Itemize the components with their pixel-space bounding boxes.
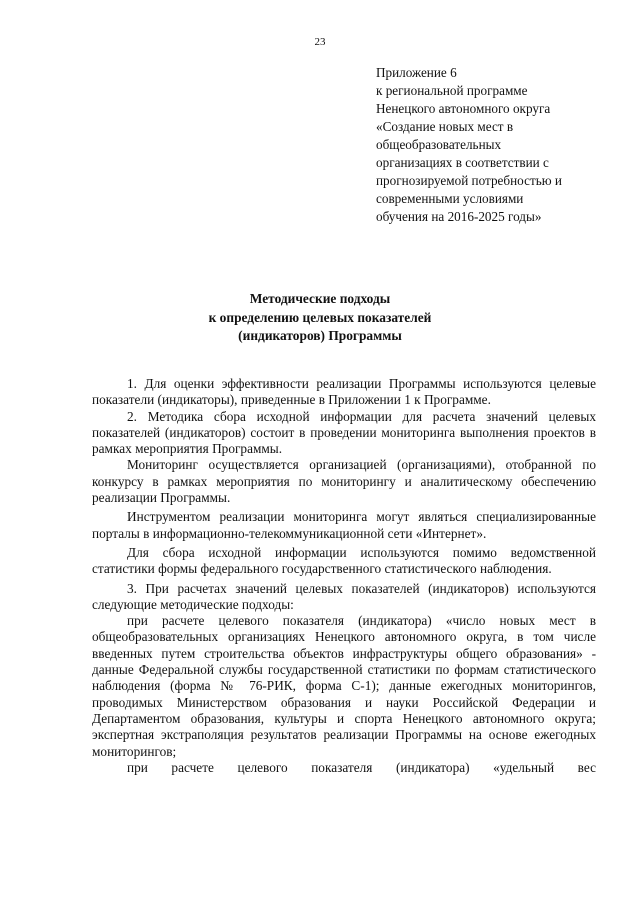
appendix-line: прогнозируемой потребностью и <box>376 173 562 188</box>
appendix-line: к региональной программе <box>376 83 528 98</box>
appendix-line: «Создание новых мест в <box>376 119 514 134</box>
appendix-line: организациях в соответствии с <box>376 155 549 170</box>
body-paragraph: при расчете целевого показателя (индикатора) «число новых мест в общеобразовательных организациях Ненецкого автономного округа, в том числе введенных путем строительства объектов инфраструктуры общего образования» - данные Федеральной службы государственной статистики по формам статистического наблюдения (форма № 76-РИК, форма С-1); данные ежегодных мониторингов, проводимых Министерством образования и науки Российской Федерации и Департаментом образования, культуры и спорта Ненецкого автономного округа; экспертная экстраполяция результатов реализации Программы на основе ежегодных мониторингов; <box>92 613 596 759</box>
document-heading <box>0 290 640 346</box>
body-paragraph: 1. Для оценки эффективности реализации Программы используются целевые показатели (индикаторы), приведенные в Приложении 1 к Программе. <box>92 376 596 408</box>
heading-line: к определению целевых показателей <box>208 309 432 325</box>
appendix-line: общеобразовательных <box>376 137 502 152</box>
heading-line: (индикаторов) Программы <box>238 328 402 343</box>
appendix-line: Ненецкого автономного округа <box>376 101 551 116</box>
body-paragraph: Для сбора исходной информации используются помимо ведомственной статистики формы федерального государственного статистического наблюдения. <box>92 544 596 577</box>
body-paragraph: 3. При расчетах значений целевых показателей (индикаторов) используются следующие методические подходы: <box>92 580 596 612</box>
appendix-line: современными условиями <box>376 191 524 206</box>
appendix-line: Приложение 6 <box>376 65 457 80</box>
page-number: 23 <box>314 36 326 48</box>
body-paragraph: Мониторинг осуществляется организацией (организациями), отобранной по конкурсу в рамках мероприятия по мониторингу и аналитическому обеспечению реализации Программы. <box>92 457 596 506</box>
document-body <box>92 376 596 776</box>
appendix-line: обучения на 2016-2025 годы» <box>376 209 542 224</box>
body-paragraph: при расчете целевого показателя (индикатора) «удельный вес <box>127 759 596 775</box>
heading-line: Методические подходы <box>249 291 391 306</box>
body-paragraph: Инструментом реализации мониторинга могут являться специализированные порталы в информационно-телекоммуникационной сети «Интернет». <box>92 509 596 541</box>
appendix-reference <box>376 64 616 226</box>
body-paragraph: 2. Методика сбора исходной информации для расчета значений целевых показателей (индикаторов) состоит в проведении мониторинга выполнения проектов в рамках мероприятия Программы. <box>92 408 596 457</box>
